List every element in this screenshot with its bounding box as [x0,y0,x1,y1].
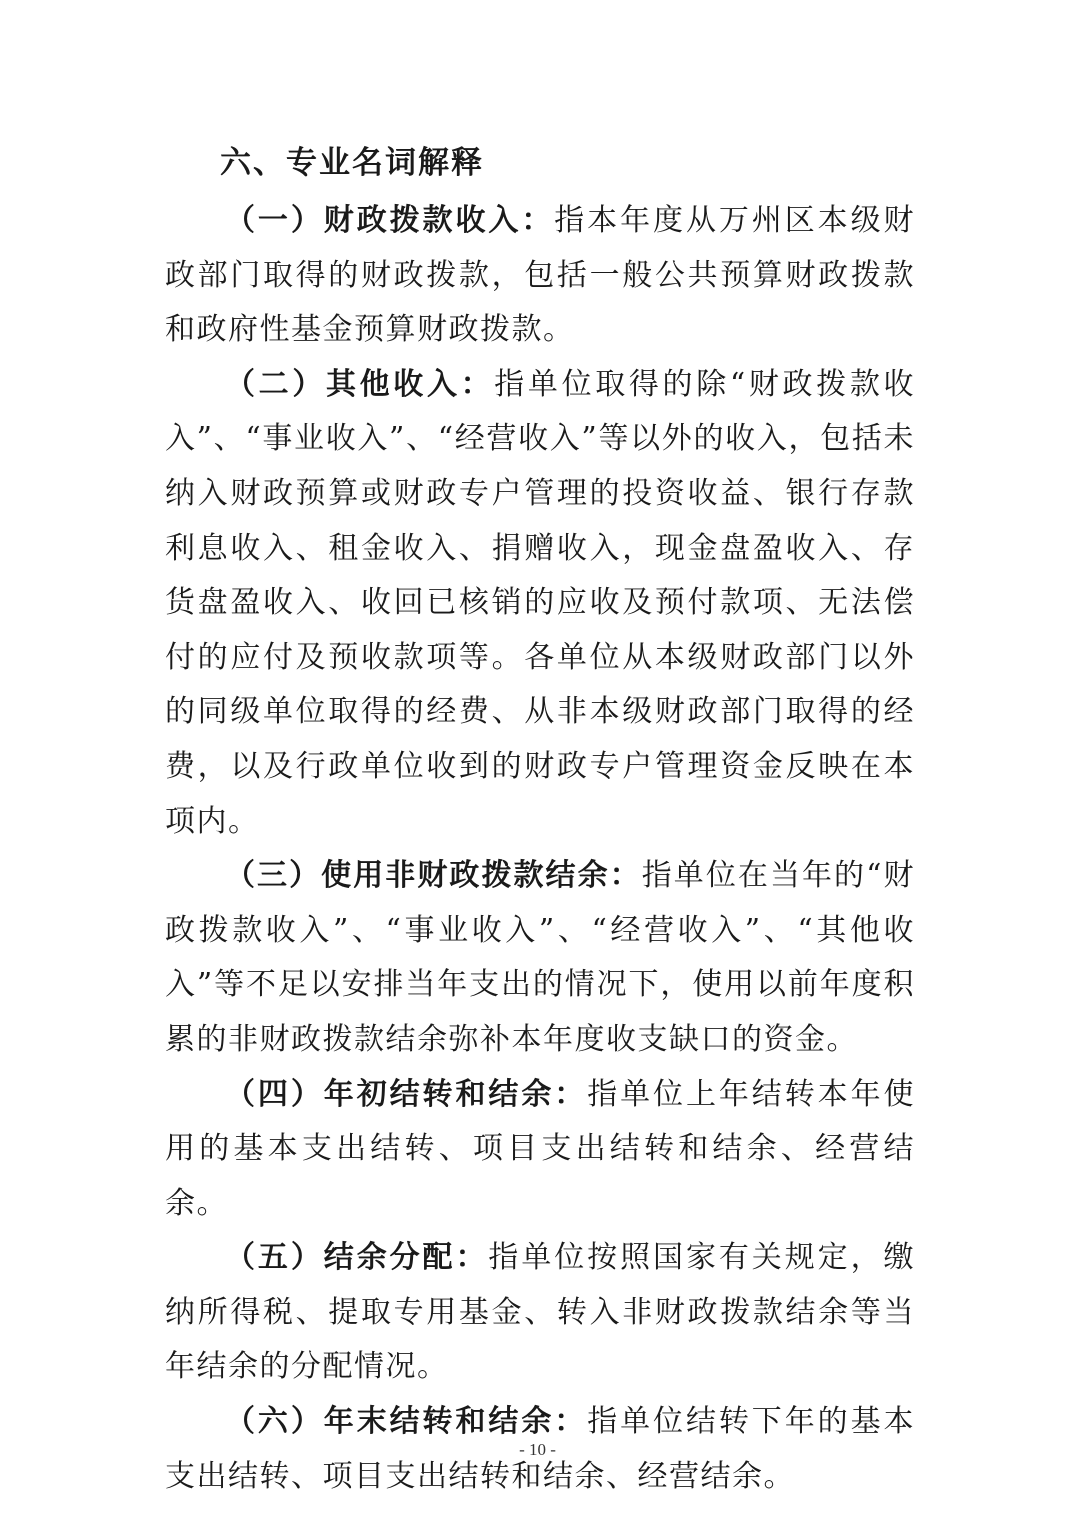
term-definition: 指单位按照国家有关规定，缴纳所得税、提取专用基金、转入非财政拨款结余等当年结余的分配情况。 [165,1240,916,1385]
term-definition: 指单位上年结转本年使用的基本支出结转、项目支出结转和结余、经营结余。 [165,1076,916,1221]
definition-paragraph-2 [165,358,915,849]
section-title: 六、专业名词解释 [220,145,484,181]
definition-paragraph-1 [165,194,915,358]
term-label: （六）年末结转和结余： [225,1404,588,1440]
term-definition: 指单位结转下年的基本支出结转、项目支出结转和结余、经营结余。 [165,1404,916,1494]
definitions-list [165,194,915,1504]
term-label: （四）年初结转和结余： [225,1076,588,1112]
definition-paragraph-5 [165,1231,915,1395]
term-label: （三）使用非财政拨款结余： [225,858,642,894]
definition-paragraph-4 [165,1068,915,1232]
term-label: （一）财政拨款收入： [225,203,555,238]
term-label: （五）结余分配： [225,1240,489,1276]
page-number: - 10 - [519,1440,556,1459]
term-definition: 指单位在当年的“财政拨款收入”、“事业收入”、“经营收入”、“其他收入”等不足以安排当年支出的情况下，使用以前年度积累的非财政拨款结余弥补本年度收支缺口的资金。 [165,858,915,1057]
term-definition: 指本年度从万州区本级财政部门取得的财政拨款，包括一般公共预算财政拨款和政府性基金预算财政拨款。 [165,203,915,348]
definition-paragraph-3 [165,849,915,1067]
term-label: （二）其他收入： [225,366,495,402]
term-definition: 指单位取得的除“财政拨款收入”、“事业收入”、“经营收入”等以外的收入，包括未纳入财政预算或财政专户管理的投资收益、银行存款利息收入、租金收入、捐赠收入，现金盘盈收入、存货盘盈收入、收回已核销的应收及预付款项、无法偿付的应付及预收款项等。各单位从本级财政部门以外的同级单位取得的经费、从非本级财政部门取得的经费，以及行政单位收到的财政专户管理资金反映在本项内。 [165,366,915,839]
